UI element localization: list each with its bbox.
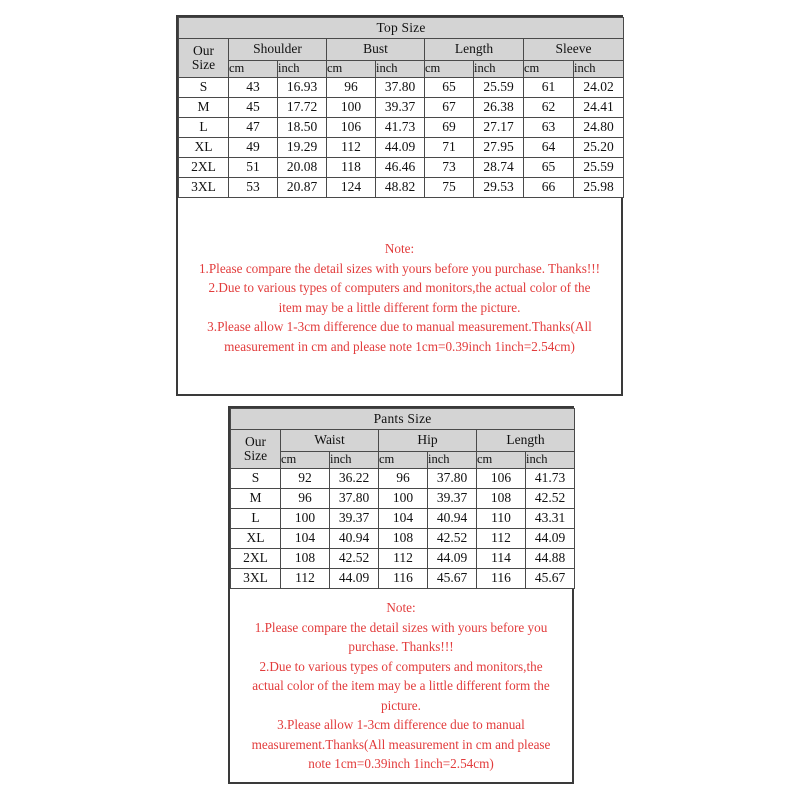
table-row xyxy=(231,549,575,569)
pants-table-group-row xyxy=(231,430,575,452)
pants-cell-value: 40.94 xyxy=(428,509,477,529)
pants-cell-value: 45.67 xyxy=(428,569,477,589)
pants-cell-value: 37.80 xyxy=(428,469,477,489)
pants-cell-value: 40.94 xyxy=(330,529,379,549)
top-unit-bust-cm: cm xyxy=(327,61,376,78)
table-row xyxy=(179,118,624,138)
pants-group-length: Length xyxy=(477,430,575,452)
pants-note-line: picture. xyxy=(381,697,421,713)
pants-group-hip: Hip xyxy=(379,430,477,452)
top-cell-value: 19.29 xyxy=(278,138,327,158)
top-row-size: 2XL xyxy=(179,158,229,178)
top-group-length: Length xyxy=(425,39,524,61)
pants-cell-value: 42.52 xyxy=(428,529,477,549)
top-cell-value: 26.38 xyxy=(474,98,524,118)
pants-cell-value: 116 xyxy=(477,569,526,589)
table-row xyxy=(231,509,575,529)
top-group-shoulder: Shoulder xyxy=(229,39,327,61)
pants-row-size: S xyxy=(231,469,281,489)
top-cell-value: 61 xyxy=(524,78,574,98)
top-cell-value: 124 xyxy=(327,178,376,198)
top-cell-value: 69 xyxy=(425,118,474,138)
top-cell-value: 96 xyxy=(327,78,376,98)
table-row xyxy=(231,489,575,509)
top-cell-value: 25.98 xyxy=(574,178,624,198)
top-note-line: measurement in cm and please note 1cm=0.39inch 1inch=2.54cm) xyxy=(224,338,575,354)
table-row xyxy=(179,78,624,98)
pants-unit-waist-cm: cm xyxy=(281,452,330,469)
pants-cell-value: 116 xyxy=(379,569,428,589)
pants-cell-value: 104 xyxy=(379,509,428,529)
top-size-table xyxy=(178,17,624,198)
table-row xyxy=(179,158,624,178)
pants-cell-value: 39.37 xyxy=(428,489,477,509)
top-cell-value: 49 xyxy=(229,138,278,158)
pants-unit-hip-inch: inch xyxy=(428,452,477,469)
pants-cell-value: 44.88 xyxy=(526,549,575,569)
pants-size-table xyxy=(230,408,575,589)
pants-table-title-row xyxy=(231,409,575,430)
top-note-line: 3.Please allow 1-3cm difference due to manual measurement.Thanks(All xyxy=(207,319,592,335)
pants-cell-value: 42.52 xyxy=(330,549,379,569)
pants-note-line: 2.Due to various types of computers and monitors,the xyxy=(259,658,543,674)
top-cell-value: 62 xyxy=(524,98,574,118)
top-cell-value: 25.59 xyxy=(474,78,524,98)
top-unit-shoulder-cm: cm xyxy=(229,61,278,78)
pants-cell-value: 43.31 xyxy=(526,509,575,529)
pants-size-panel xyxy=(228,406,574,784)
top-cell-value: 53 xyxy=(229,178,278,198)
top-table-unit-row xyxy=(179,61,624,78)
top-row-size: L xyxy=(179,118,229,138)
pants-unit-length-cm: cm xyxy=(477,452,526,469)
top-note-line: 1.Please compare the detail sizes with yours before you purchase. Thanks!!! xyxy=(198,260,601,276)
top-cell-value: 27.95 xyxy=(474,138,524,158)
top-unit-bust-inch: inch xyxy=(376,61,425,78)
pants-cell-value: 44.09 xyxy=(428,549,477,569)
pants-note-line: purchase. Thanks!!! xyxy=(348,639,454,655)
table-row xyxy=(231,529,575,549)
pants-cell-value: 112 xyxy=(281,569,330,589)
top-table-group-row xyxy=(179,39,624,61)
pants-cell-value: 110 xyxy=(477,509,526,529)
top-cell-value: 28.74 xyxy=(474,158,524,178)
top-cell-value: 45 xyxy=(229,98,278,118)
top-cell-value: 73 xyxy=(425,158,474,178)
pants-row-size: L xyxy=(231,509,281,529)
pants-cell-value: 39.37 xyxy=(330,509,379,529)
pants-cell-value: 106 xyxy=(477,469,526,489)
top-our-size-line1: Our xyxy=(193,42,214,58)
top-cell-value: 118 xyxy=(327,158,376,178)
pants-row-size: 3XL xyxy=(231,569,281,589)
top-row-size: 3XL xyxy=(179,178,229,198)
top-cell-value: 20.87 xyxy=(278,178,327,198)
pants-cell-value: 45.67 xyxy=(526,569,575,589)
top-cell-value: 25.59 xyxy=(574,158,624,178)
pants-our-size-header xyxy=(231,430,281,469)
top-note-heading: Note: xyxy=(384,241,415,256)
top-cell-value: 39.37 xyxy=(376,98,425,118)
pants-cell-value: 108 xyxy=(379,529,428,549)
top-cell-value: 66 xyxy=(524,178,574,198)
pants-cell-value: 104 xyxy=(281,529,330,549)
top-size-title: Top Size xyxy=(179,18,624,39)
pants-row-size: 2XL xyxy=(231,549,281,569)
top-cell-value: 16.93 xyxy=(278,78,327,98)
table-row xyxy=(179,98,624,118)
pants-cell-value: 108 xyxy=(477,489,526,509)
pants-note-line: 1.Please compare the detail sizes with yours before you xyxy=(254,619,548,635)
pants-size-note xyxy=(230,598,572,774)
top-row-size: M xyxy=(179,98,229,118)
top-unit-length-inch: inch xyxy=(474,61,524,78)
pants-cell-value: 114 xyxy=(477,549,526,569)
top-cell-value: 24.41 xyxy=(574,98,624,118)
top-size-note xyxy=(178,239,621,356)
pants-note-line: actual color of the item may be a little different form the xyxy=(252,678,550,694)
pants-cell-value: 41.73 xyxy=(526,469,575,489)
top-cell-value: 65 xyxy=(524,158,574,178)
pants-table-unit-row xyxy=(231,452,575,469)
top-unit-shoulder-inch: inch xyxy=(278,61,327,78)
top-cell-value: 17.72 xyxy=(278,98,327,118)
top-cell-value: 43 xyxy=(229,78,278,98)
pants-cell-value: 92 xyxy=(281,469,330,489)
top-cell-value: 44.09 xyxy=(376,138,425,158)
top-cell-value: 37.80 xyxy=(376,78,425,98)
top-cell-value: 51 xyxy=(229,158,278,178)
pants-cell-value: 112 xyxy=(477,529,526,549)
top-cell-value: 27.17 xyxy=(474,118,524,138)
pants-unit-waist-inch: inch xyxy=(330,452,379,469)
top-note-line: item may be a little different form the picture. xyxy=(278,299,521,315)
pants-cell-value: 112 xyxy=(379,549,428,569)
pants-cell-value: 100 xyxy=(281,509,330,529)
pants-cell-value: 100 xyxy=(379,489,428,509)
top-cell-value: 65 xyxy=(425,78,474,98)
pants-cell-value: 96 xyxy=(281,489,330,509)
top-cell-value: 100 xyxy=(327,98,376,118)
pants-row-size: XL xyxy=(231,529,281,549)
top-row-size: XL xyxy=(179,138,229,158)
top-cell-value: 18.50 xyxy=(278,118,327,138)
top-cell-value: 46.46 xyxy=(376,158,425,178)
top-cell-value: 63 xyxy=(524,118,574,138)
pants-our-size-line1: Our xyxy=(245,433,266,449)
top-size-panel xyxy=(176,15,623,396)
table-row xyxy=(179,178,624,198)
top-cell-value: 24.80 xyxy=(574,118,624,138)
top-cell-value: 47 xyxy=(229,118,278,138)
pants-size-title: Pants Size xyxy=(231,409,575,430)
top-our-size-line2: Size xyxy=(191,57,216,72)
pants-note-line: 3.Please allow 1-3cm difference due to manual xyxy=(277,717,525,733)
pants-unit-hip-cm: cm xyxy=(379,452,428,469)
pants-cell-value: 96 xyxy=(379,469,428,489)
top-cell-value: 71 xyxy=(425,138,474,158)
top-cell-value: 64 xyxy=(524,138,574,158)
top-our-size-header xyxy=(179,39,229,78)
top-unit-sleeve-inch: inch xyxy=(574,61,624,78)
top-cell-value: 48.82 xyxy=(376,178,425,198)
table-row xyxy=(231,469,575,489)
top-row-size: S xyxy=(179,78,229,98)
pants-note-heading: Note: xyxy=(386,600,416,615)
pants-cell-value: 44.09 xyxy=(330,569,379,589)
top-cell-value: 75 xyxy=(425,178,474,198)
pants-note-line: measurement.Thanks(All measurement in cm and please xyxy=(251,736,551,752)
pants-note-line: note 1cm=0.39inch 1inch=2.54cm) xyxy=(308,756,494,772)
pants-cell-value: 108 xyxy=(281,549,330,569)
top-note-line: 2.Due to various types of computers and monitors,the actual color of the xyxy=(208,280,591,296)
top-cell-value: 112 xyxy=(327,138,376,158)
top-cell-value: 25.20 xyxy=(574,138,624,158)
top-cell-value: 29.53 xyxy=(474,178,524,198)
top-cell-value: 67 xyxy=(425,98,474,118)
top-cell-value: 20.08 xyxy=(278,158,327,178)
table-row xyxy=(231,569,575,589)
top-cell-value: 41.73 xyxy=(376,118,425,138)
pants-cell-value: 36.22 xyxy=(330,469,379,489)
top-group-sleeve: Sleeve xyxy=(524,39,624,61)
top-cell-value: 106 xyxy=(327,118,376,138)
pants-group-waist: Waist xyxy=(281,430,379,452)
top-unit-sleeve-cm: cm xyxy=(524,61,574,78)
top-cell-value: 24.02 xyxy=(574,78,624,98)
top-group-bust: Bust xyxy=(327,39,425,61)
pants-cell-value: 42.52 xyxy=(526,489,575,509)
table-row xyxy=(179,138,624,158)
pants-our-size-line2: Size xyxy=(243,448,268,463)
pants-unit-length-inch: inch xyxy=(526,452,575,469)
pants-cell-value: 44.09 xyxy=(526,529,575,549)
top-table-title-row xyxy=(179,18,624,39)
pants-cell-value: 37.80 xyxy=(330,489,379,509)
top-unit-length-cm: cm xyxy=(425,61,474,78)
pants-row-size: M xyxy=(231,489,281,509)
